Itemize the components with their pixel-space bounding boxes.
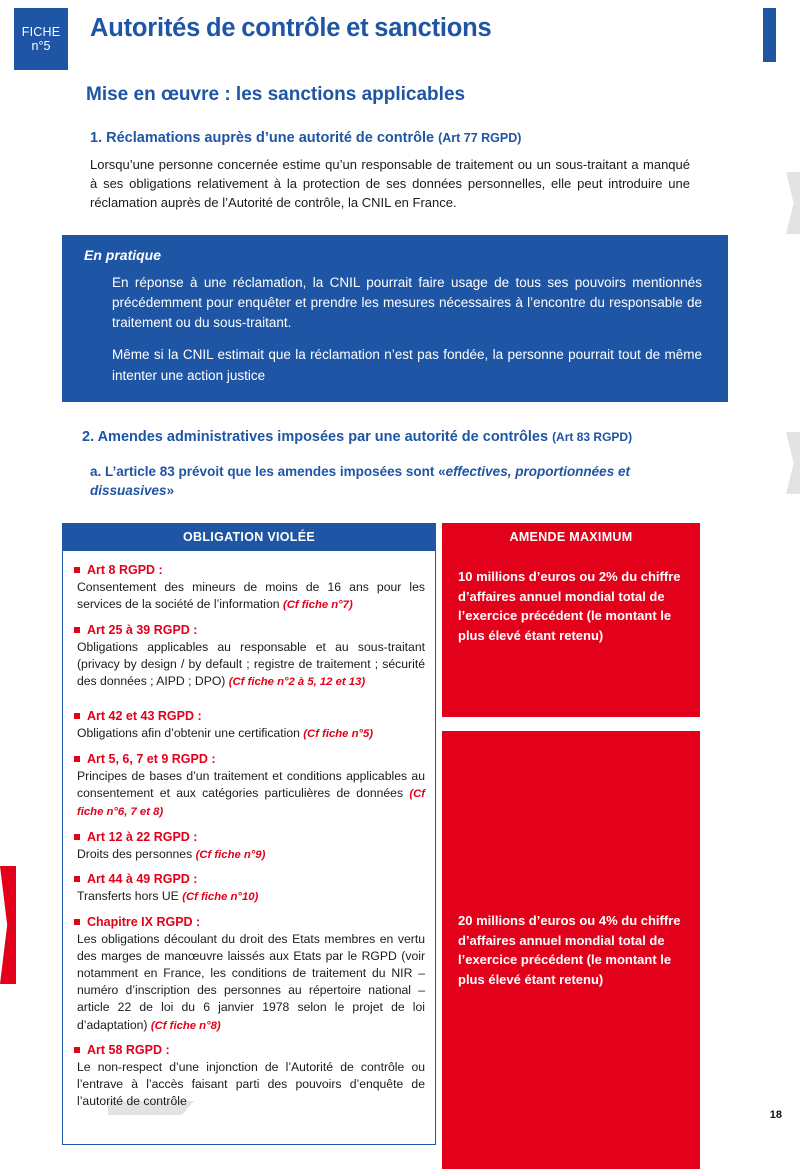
obligation-body: [73, 639, 425, 691]
obligation-title: Art 58 RGPD :: [73, 1043, 425, 1057]
section-2-point-a-tail: »: [166, 483, 175, 499]
table-column-obligations: [62, 523, 436, 1169]
section-2-point-a-italic: effectives, proportionnées et dissuasives: [90, 464, 630, 499]
obligation-title: Art 8 RGPD :: [73, 563, 425, 577]
practice-box-title: En pratique: [84, 246, 162, 263]
obligation-title: Art 42 et 43 RGPD :: [73, 709, 425, 723]
obligation-body-text: Le non-respect d’une injonction de l’Autorité de contrôle ou l’entrave à l’accès faisant parti des pouvoirs d’enquête de l’autorité de contrôle: [77, 1060, 425, 1109]
obligation-title: Art 25 à 39 RGPD :: [73, 623, 425, 637]
list-item: [73, 872, 425, 906]
obligation-cf-ref: (Cf fiche n°7): [282, 599, 353, 612]
obligation-body: [73, 1059, 425, 1111]
list-item: [73, 709, 425, 743]
section-1-paragraph: Lorsqu’une personne concernée estime qu’un responsable de traitement ou un sous-traitant a manqué à ses obligations relativement à la protection de ses données personnelles, elle peut introduire une réclamation auprès de l’Autorité de contrôle, la CNIL en France.: [90, 157, 690, 210]
list-item: [73, 1043, 425, 1111]
obligation-title: Art 44 à 49 RGPD :: [73, 872, 425, 886]
obligation-body-text: Principes de bases d’un traitement et conditions applicables au consentement et aux catégories particulières de données: [77, 768, 425, 800]
obligation-body-text: Les obligations découlant du droit des Etats membres en vertu des marges de manœuvre laissés aux Etats par le RGPD (voir notamment en France, les conditions de traitement du NIR – numéro d’inscription des personnes au répertoire national – article 22 de loi du 6 janvier 1978 selon le projet de loi d’adaptation): [77, 932, 425, 1032]
document-content: [0, 78, 800, 1169]
table-header-obligation: OBLIGATION VIOLÉE: [62, 523, 436, 551]
table-column-fines: [442, 523, 700, 1169]
section-1-heading: [90, 130, 800, 146]
obligation-cf-ref: (Cf fiche n°2 à 5, 12 et 13): [228, 676, 366, 689]
section-2-point-a-lead: a. L’article 83 prévoit que les amendes imposées sont «: [90, 464, 446, 480]
obligation-body-text: Obligations afin d’obtenir une certification: [77, 725, 304, 740]
obligation-title: Art 12 à 22 RGPD :: [73, 830, 425, 844]
obligation-title: Chapitre IX RGPD :: [73, 915, 425, 929]
obligation-body-text: Droits des personnes: [77, 846, 196, 861]
spacer: [73, 700, 425, 709]
fine-block-10m: 10 millions d’euros ou 2% du chiffre d’affaires annuel mondial total de l’exercice précédent (le montant le plus élevé étant retenu): [442, 551, 700, 717]
section-subtitle: Mise en œuvre : les sanctions applicables: [86, 84, 466, 105]
header-accent-bar: [763, 8, 776, 62]
section-2-point-a: [90, 463, 690, 501]
practice-box-paragraph-2: Même si la CNIL estimait que la réclamation n’est pas fondée, la personne pourrait tout de même intenter une action justice: [112, 347, 702, 383]
section-2-heading-text: 2. Amendes administratives imposées par une autorité de contrôles: [82, 428, 549, 445]
obligation-body: [73, 846, 425, 864]
obligation-body: [73, 579, 425, 614]
obligation-body-text: Transferts hors UE: [77, 889, 183, 904]
obligation-body-text: Consentement des mineurs de moins de 16 ans pour les services de la société de l’information: [77, 580, 425, 612]
obligation-cf-ref: (Cf fiche n°8): [150, 1019, 221, 1032]
fiche-badge: [14, 8, 68, 70]
page-title: Autorités de contrôle et sanctions: [90, 14, 492, 42]
table-cell-obligations: [62, 551, 436, 1145]
obligation-body: [73, 931, 425, 1034]
section-1-heading-text: 1. Réclamations auprès d’une autorité de contrôle: [90, 130, 435, 146]
fine-block-20m: 20 millions d’euros ou 4% du chiffre d’affaires annuel mondial total de l’exercice précédent (le montant le plus élevé étant retenu): [442, 731, 700, 1169]
section-1-heading-ref: (Art 77 RGPD): [438, 131, 522, 145]
obligation-body-text: Obligations applicables au responsable et au sous-traitant (privacy by design / by default ; registre de traitement ; sécurité des données ; AIPD ; DPO): [77, 640, 425, 689]
practice-box: [62, 235, 728, 402]
page-number: 18: [769, 1109, 782, 1121]
list-item: [73, 830, 425, 864]
obligation-title: Art 5, 6, 7 et 9 RGPD :: [73, 752, 425, 766]
obligation-body: [73, 888, 425, 906]
spacer: [442, 717, 700, 731]
obligation-cf-ref: (Cf fiche n°5): [303, 727, 374, 740]
list-item: [73, 915, 425, 1034]
list-item: [73, 623, 425, 691]
list-item: [73, 752, 425, 821]
sanctions-table: [62, 523, 738, 1169]
obligation-cf-ref: (Cf fiche n°10): [182, 891, 259, 904]
table-header-fine: AMENDE MAXIMUM: [442, 523, 700, 551]
section-2-heading-ref: (Art 83 RGPD): [552, 429, 633, 444]
practice-box-paragraph-1: En réponse à une réclamation, la CNIL pourrait faire usage de tous ses pouvoirs mentionnés précédemment pour enquêter et prendre les mesures nécessaires à l’encontre du responsable de traitement ou du sous-traitant.: [112, 274, 702, 331]
obligation-body: [73, 768, 425, 821]
section-2-heading: [82, 428, 682, 448]
obligation-cf-ref: (Cf fiche n°9): [195, 848, 266, 861]
obligation-body: [73, 725, 425, 743]
obligation-cf-ref: (Cf fiche n°6, 7 et 8): [77, 787, 425, 818]
list-item: [73, 563, 425, 614]
fiche-badge-line1: FICHE: [21, 24, 61, 39]
fiche-badge-line2: n°5: [31, 39, 51, 53]
